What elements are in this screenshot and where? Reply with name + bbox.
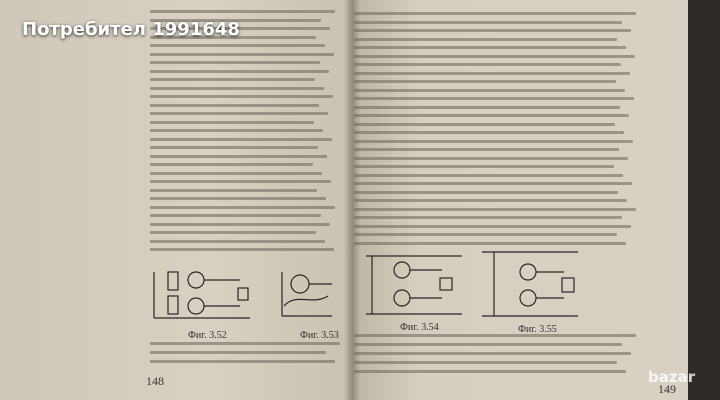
text-line bbox=[150, 360, 335, 363]
circuit-diagram-3-53 bbox=[272, 262, 342, 326]
figure-caption: Фиг. 3.54 bbox=[400, 322, 439, 333]
text-line bbox=[354, 242, 626, 245]
text-line bbox=[354, 80, 616, 83]
figure-caption: Фиг. 3.55 bbox=[518, 324, 557, 335]
figure-caption: Фиг. 3.53 bbox=[300, 330, 339, 341]
text-line bbox=[150, 95, 333, 98]
text-line bbox=[354, 89, 625, 92]
text-line bbox=[150, 78, 315, 81]
text-line bbox=[354, 233, 617, 236]
text-line bbox=[150, 138, 332, 141]
text-line bbox=[354, 29, 631, 32]
text-line bbox=[150, 248, 334, 251]
text-line bbox=[354, 199, 627, 202]
text-line bbox=[150, 342, 340, 345]
left-page-number: 148 bbox=[146, 374, 164, 388]
circuit-diagram-3-52 bbox=[150, 262, 260, 326]
watermark-username: Потребител 1991648 bbox=[22, 18, 240, 40]
text-line bbox=[354, 38, 617, 41]
text-line bbox=[354, 12, 636, 15]
text-line bbox=[354, 165, 614, 168]
text-line bbox=[354, 157, 628, 160]
right-page-number: 149 bbox=[658, 382, 676, 396]
text-line bbox=[354, 370, 626, 373]
text-line bbox=[354, 352, 631, 355]
text-line bbox=[354, 97, 634, 100]
text-line bbox=[354, 208, 636, 211]
text-line bbox=[150, 129, 323, 132]
text-line bbox=[354, 21, 622, 24]
text-line bbox=[150, 206, 335, 209]
text-line bbox=[150, 223, 330, 226]
text-line bbox=[354, 225, 631, 228]
text-line bbox=[150, 61, 320, 64]
text-line bbox=[354, 72, 630, 75]
text-line bbox=[150, 121, 314, 124]
text-line bbox=[150, 155, 327, 158]
text-line bbox=[150, 189, 317, 192]
text-line bbox=[354, 123, 615, 126]
text-line bbox=[150, 163, 313, 166]
text-line bbox=[354, 361, 617, 364]
text-line bbox=[150, 70, 329, 73]
brand-logo: bazar bbox=[648, 368, 696, 386]
text-line bbox=[354, 174, 623, 177]
text-line bbox=[150, 172, 322, 175]
text-line bbox=[150, 87, 324, 90]
figure-caption: Фиг. 3.52 bbox=[188, 330, 227, 341]
text-line bbox=[150, 53, 334, 56]
text-line bbox=[354, 216, 622, 219]
text-line bbox=[150, 104, 319, 107]
text-line bbox=[354, 140, 633, 143]
text-line bbox=[354, 63, 621, 66]
text-line bbox=[354, 191, 618, 194]
text-line bbox=[354, 106, 620, 109]
text-line bbox=[354, 55, 635, 58]
text-line bbox=[354, 334, 636, 337]
text-line bbox=[150, 351, 326, 354]
text-line bbox=[354, 182, 632, 185]
circuit-diagram-3-55 bbox=[478, 246, 582, 322]
text-line bbox=[354, 46, 626, 49]
text-line bbox=[150, 231, 316, 234]
text-line bbox=[150, 197, 326, 200]
text-line bbox=[150, 112, 328, 115]
text-line bbox=[354, 148, 619, 151]
text-line bbox=[150, 240, 325, 243]
text-line bbox=[150, 214, 321, 217]
text-line bbox=[354, 131, 624, 134]
circuit-diagram-3-54 bbox=[362, 250, 468, 320]
text-line bbox=[150, 180, 331, 183]
text-line bbox=[354, 343, 622, 346]
book-cover-edge bbox=[688, 0, 720, 400]
text-line bbox=[150, 146, 318, 149]
text-line bbox=[354, 114, 629, 117]
